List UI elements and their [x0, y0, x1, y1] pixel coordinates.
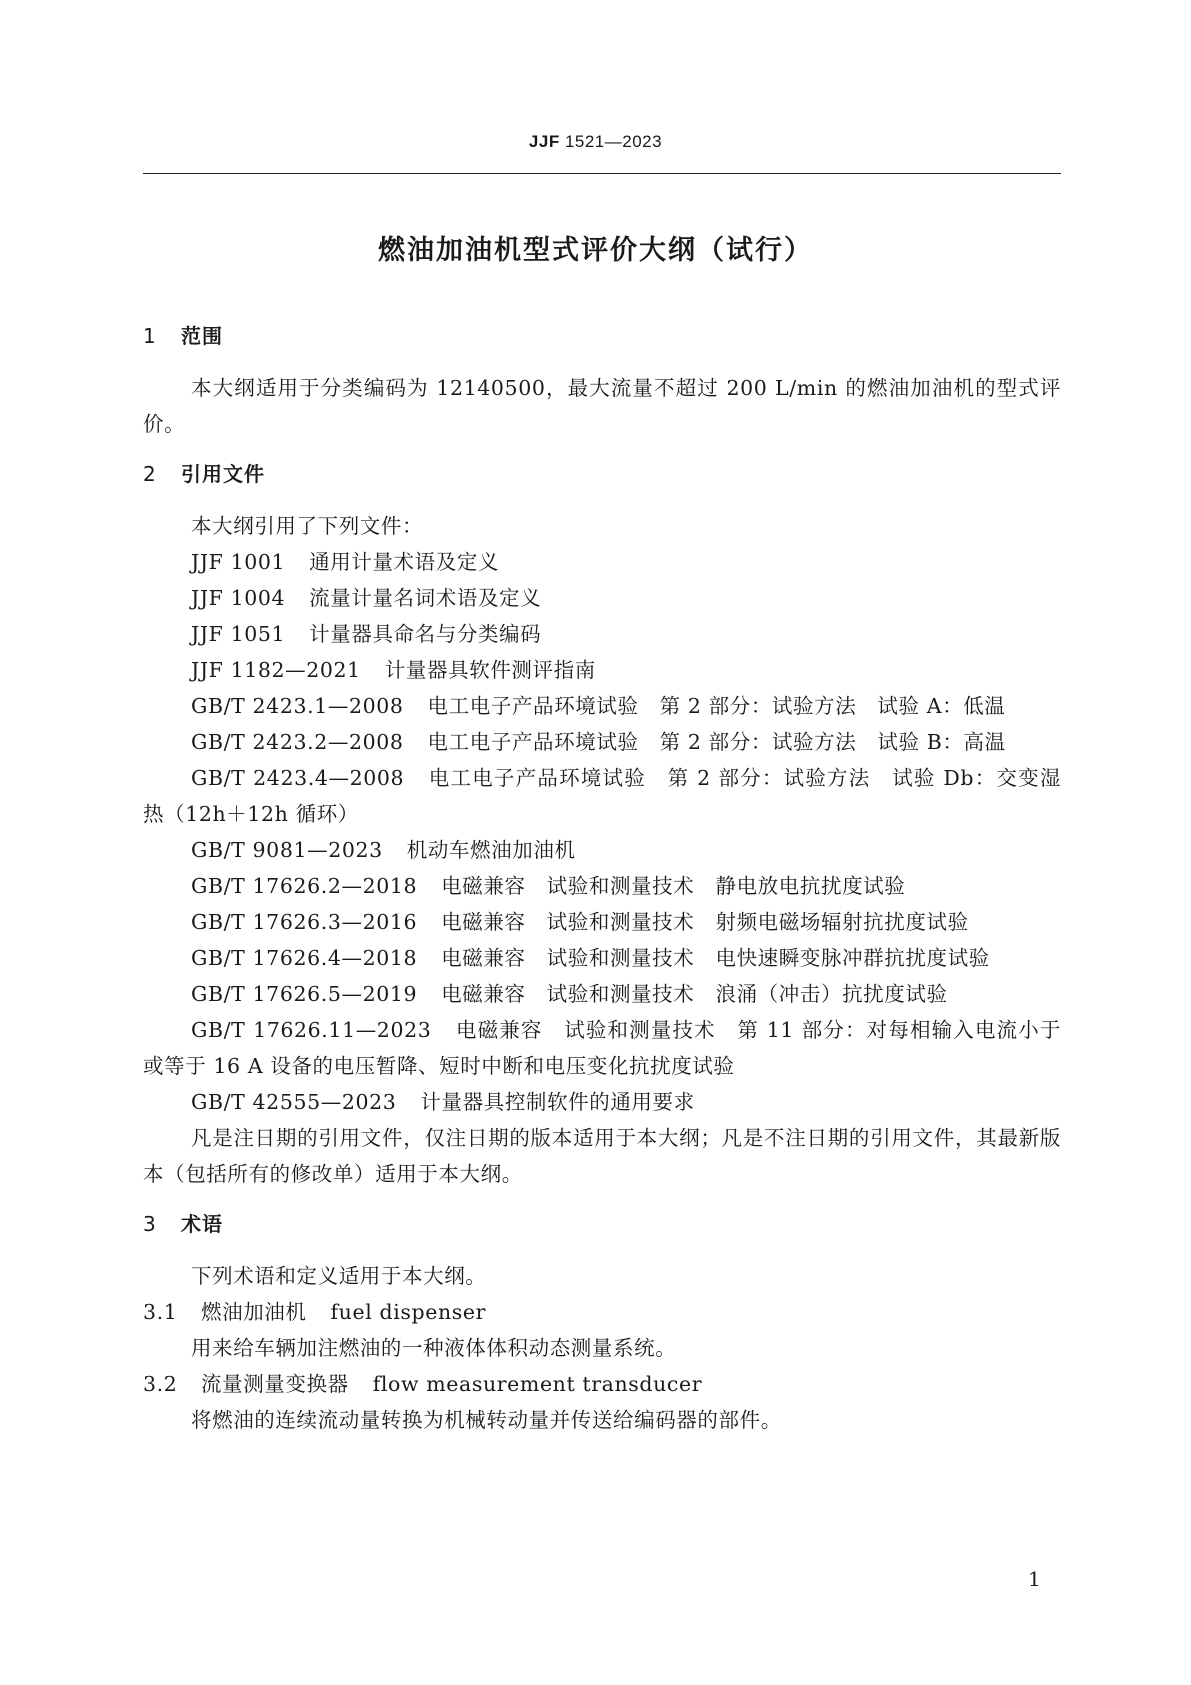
header-code-prefix: JJF [528, 132, 560, 151]
term-chinese: 燃油加油机 [201, 1300, 307, 1324]
section-number: 2 [143, 462, 157, 486]
reference-item [143, 904, 1061, 940]
reference-item [143, 616, 1061, 652]
reference-item [143, 1084, 1061, 1120]
references-note: 凡是注日期的引用文件，仅注日期的版本适用于本大纲；凡是不注日期的引用文件，其最新版本（包括所有的修改单）适用于本大纲。 [143, 1126, 1061, 1186]
reference-item [143, 832, 1061, 868]
reference-code: GB/T 42555—2023 [191, 1090, 397, 1114]
section-heading-terms [143, 1206, 1061, 1242]
term-entry [143, 1294, 1061, 1330]
term-definition: 将燃油的连续流动量转换为机械转动量并传送给编码器的部件。 [191, 1408, 782, 1432]
section-title: 引用文件 [181, 462, 265, 486]
reference-name: 计量器具软件测评指南 [384, 658, 596, 682]
section-heading-references [143, 456, 1061, 492]
reference-name: 电磁兼容 试验和测量技术 浪涌（冲击）抗扰度试验 [441, 982, 948, 1006]
reference-name: 流量计量名词术语及定义 [309, 586, 542, 610]
section-title: 术语 [181, 1212, 223, 1236]
reference-name: 电磁兼容 试验和测量技术 静电放电抗扰度试验 [441, 874, 906, 898]
reference-item [143, 868, 1061, 904]
document-body [143, 318, 1061, 1438]
reference-name: 电工电子产品环境试验 第 2 部分：试验方法 试验 Db：交变湿热（12h＋12h 循环） [143, 766, 1061, 826]
section-number: 3 [143, 1212, 157, 1236]
reference-name: 电磁兼容 试验和测量技术 电快速瞬变脉冲群抗扰度试验 [441, 946, 990, 970]
scope-paragraph: 本大纲适用于分类编码为 12140500，最大流量不超过 200 L/min 的燃油加油机的型式评价。 [143, 376, 1061, 436]
reference-item [143, 580, 1061, 616]
reference-code: JJF 1182—2021 [191, 658, 361, 682]
section-heading-scope [143, 318, 1061, 354]
reference-item [143, 688, 1061, 724]
reference-code: GB/T 17626.4—2018 [191, 946, 418, 970]
reference-name: 电磁兼容 试验和测量技术 第 11 部分：对每相输入电流小于或等于 16 A 设备的电压暂降、短时中断和电压变化抗扰度试验 [143, 1018, 1062, 1078]
section-title: 范围 [181, 324, 223, 348]
reference-code: JJF 1004 [191, 586, 286, 610]
reference-name: 计量器具命名与分类编码 [309, 622, 542, 646]
reference-code: JJF 1001 [191, 550, 286, 574]
document-title: 燃油加油机型式评价大纲（试行） [378, 235, 813, 266]
reference-item [143, 724, 1061, 760]
term-entry [143, 1366, 1061, 1402]
reference-name: 电磁兼容 试验和测量技术 射频电磁场辐射抗扰度试验 [441, 910, 969, 934]
references-intro: 本大纲引用了下列文件： [191, 514, 424, 538]
reference-code: GB/T 9081—2023 [191, 838, 383, 862]
section-number: 1 [143, 324, 157, 348]
term-definition: 用来给车辆加注燃油的一种液体体积动态测量系统。 [191, 1336, 677, 1360]
reference-code: GB/T 2423.1—2008 [191, 694, 404, 718]
reference-code: GB/T 2423.4—2008 [191, 766, 405, 790]
reference-item [143, 976, 1061, 1012]
reference-code: GB/T 17626.5—2019 [191, 982, 418, 1006]
reference-name: 机动车燃油加油机 [406, 838, 576, 862]
reference-code: GB/T 17626.3—2016 [191, 910, 418, 934]
reference-item [143, 940, 1061, 976]
term-english: fuel dispenser [330, 1300, 487, 1324]
running-header [0, 132, 1191, 152]
reference-name: 计量器具控制软件的通用要求 [420, 1090, 695, 1114]
terms-intro: 下列术语和定义适用于本大纲。 [191, 1264, 487, 1288]
reference-item [143, 544, 1061, 580]
reference-item [143, 1012, 1061, 1084]
reference-name: 电工电子产品环境试验 第 2 部分：试验方法 试验 A：低温 [427, 694, 1006, 718]
term-english: flow measurement transducer [372, 1372, 703, 1396]
reference-item [143, 652, 1061, 688]
header-rule [143, 173, 1061, 174]
reference-name: 电工电子产品环境试验 第 2 部分：试验方法 试验 B：高温 [427, 730, 1006, 754]
reference-code: GB/T 17626.11—2023 [191, 1018, 432, 1042]
term-number: 3.1 [143, 1300, 178, 1324]
reference-item [143, 760, 1061, 832]
reference-code: GB/T 2423.2—2008 [191, 730, 404, 754]
term-number: 3.2 [143, 1372, 178, 1396]
page-number: 1 [1028, 1567, 1041, 1591]
reference-code: GB/T 17626.2—2018 [191, 874, 418, 898]
term-chinese: 流量测量变换器 [201, 1372, 349, 1396]
reference-name: 通用计量术语及定义 [309, 550, 500, 574]
header-code-number: 1521—2023 [564, 132, 663, 151]
reference-code: JJF 1051 [191, 622, 286, 646]
